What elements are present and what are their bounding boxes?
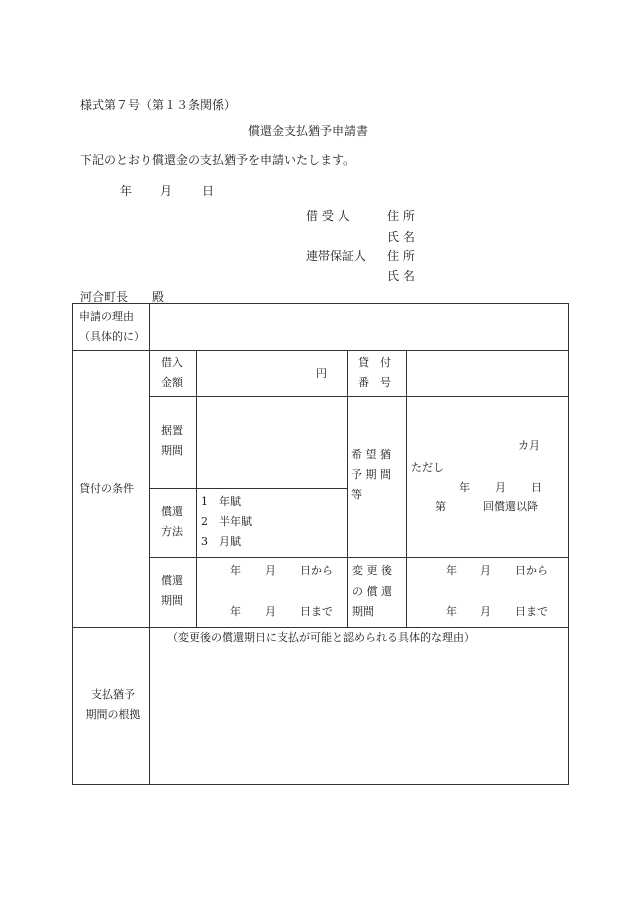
date-year: 年: [120, 184, 133, 198]
loan-number-label: 貸 付 番 号: [358, 356, 391, 389]
period-to-month: 月: [265, 605, 276, 618]
basis-note: （変更後の償還期日に支払が可能と認められる具体的な理由）: [167, 631, 475, 644]
loan-terms-label: 貸付の条件: [79, 482, 134, 495]
reason-label: 申請の理由 （具体的に）: [79, 310, 145, 343]
basis-field[interactable]: [153, 650, 565, 780]
row-divider: [73, 350, 568, 351]
loan-amount-label: 借入 金額: [161, 356, 183, 389]
yen-unit: 円: [316, 367, 327, 380]
nth-label: 第: [435, 500, 446, 513]
borrower-address-label: 住 所: [387, 209, 415, 223]
col-divider: [406, 350, 407, 627]
col-divider: [347, 350, 348, 627]
form-number: 様式第７号（第１３条関係）: [80, 98, 237, 112]
however-text: ただし: [411, 461, 444, 474]
reason-field[interactable]: [153, 306, 565, 348]
col-divider: [149, 304, 150, 784]
changed-from-day: 日から: [515, 564, 548, 577]
basis-label: 支払猶予 期間の根拠: [85, 688, 141, 721]
repay-method-label: 償還 方法: [161, 505, 183, 538]
document-title: 償還金支払猶予申請書: [248, 124, 369, 138]
however-year: 年: [459, 481, 470, 494]
addressee-honorific: 殿: [152, 290, 165, 304]
period-from-day: 日から: [300, 564, 333, 577]
period-to-day: 日まで: [300, 605, 333, 618]
however-day: 日: [531, 481, 542, 494]
changed-to-year: 年: [446, 605, 457, 618]
borrower-name-label: 氏 名: [387, 230, 415, 244]
row-divider: [149, 488, 347, 489]
changed-to-day: 日まで: [515, 605, 548, 618]
desired-period-label: 希 望 猶 予 期 間 等: [351, 448, 391, 501]
method-option-monthly[interactable]: 3 月賦: [201, 535, 241, 548]
period-to-year: 年: [230, 605, 241, 618]
period-from-year: 年: [230, 564, 241, 577]
changed-to-month: 月: [480, 605, 491, 618]
changed-from-year: 年: [446, 564, 457, 577]
grace-period-label: 据置 期間: [161, 424, 183, 457]
grace-period-field[interactable]: [199, 398, 343, 486]
row-divider: [149, 557, 568, 558]
months-unit: カ月: [518, 439, 540, 452]
date-day: 日: [202, 184, 215, 198]
method-option-semiannual[interactable]: 2 半年賦: [201, 515, 252, 528]
borrower-label: 借 受 人: [306, 209, 350, 223]
guarantor-label: 連帯保証人: [306, 249, 367, 263]
repay-onward-label: 回償還以降: [483, 500, 538, 513]
changed-period-label: 変 更 後 の 償 還 期間: [352, 564, 392, 618]
repay-period-label: 償還 期間: [161, 574, 183, 607]
repay-method-options: [201, 492, 252, 552]
application-table: [72, 303, 569, 785]
row-divider: [149, 396, 568, 397]
period-from-month: 月: [265, 564, 276, 577]
changed-from-month: 月: [480, 564, 491, 577]
method-option-annual[interactable]: 1 年賦: [201, 495, 241, 508]
addressee-title: 河合町長: [80, 290, 129, 304]
date-month: 月: [160, 184, 173, 198]
intro-text: 下記のとおり償還金の支払猶予を申請いたします。: [80, 153, 356, 167]
loan-number-field[interactable]: [409, 352, 565, 394]
col-divider: [196, 350, 197, 627]
however-month: 月: [495, 481, 506, 494]
guarantor-name-label: 氏 名: [387, 269, 415, 283]
guarantor-address-label: 住 所: [387, 249, 415, 263]
